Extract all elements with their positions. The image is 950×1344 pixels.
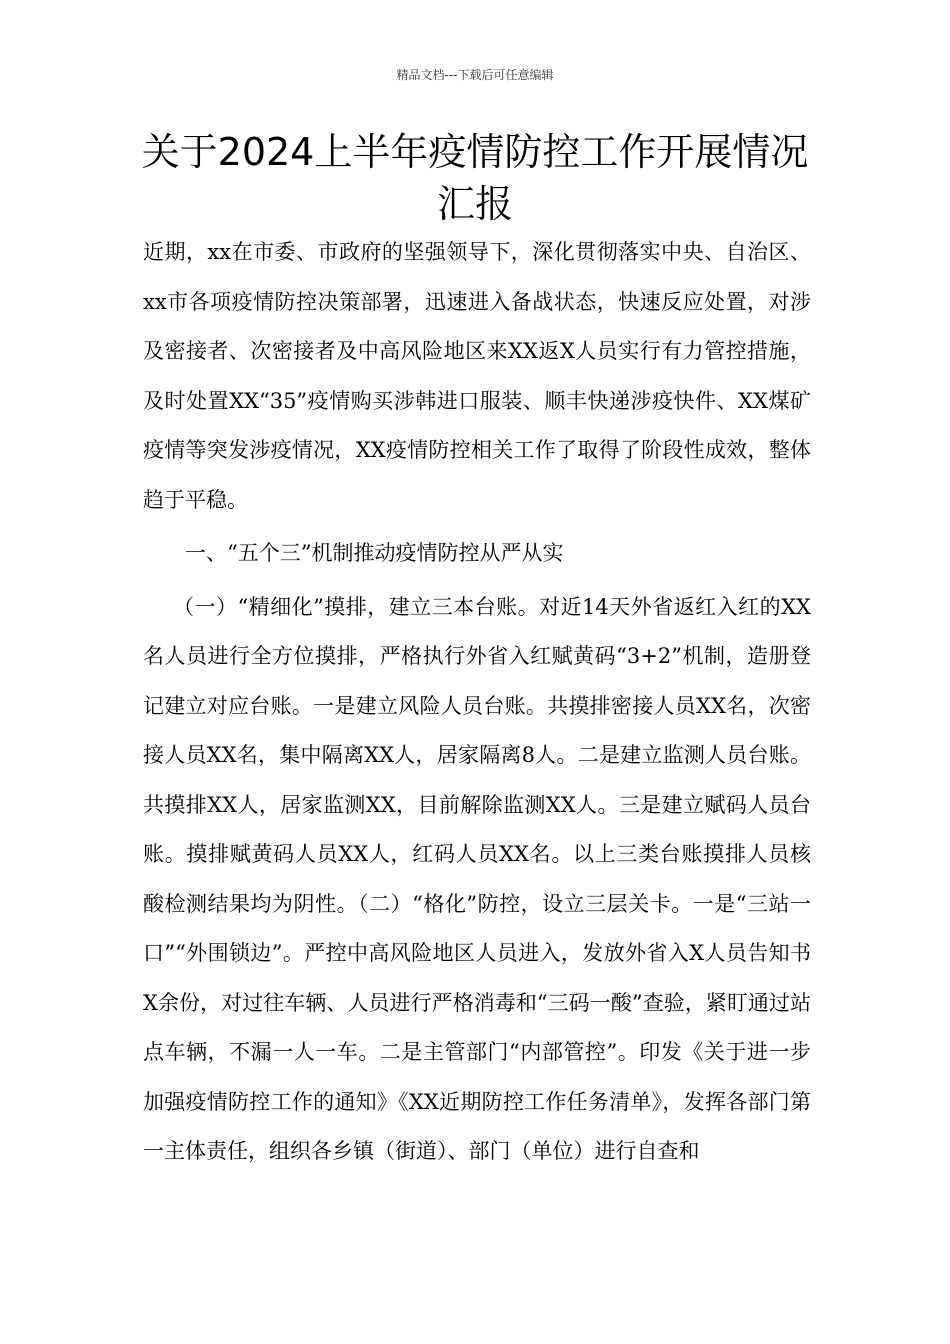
document-body	[143, 228, 811, 1177]
section-1-body: （一）“精细化”摸排，建立三本台账。对近14天外省返红入红的XX名人员进行全方位摸排，严格执行外省入红赋黄码“3+2”机制，造册登记建立对应台账。一是建立风险人员台账。共摸排密接人员XX名，次密接人员XX名，集中隔离XX人，居家隔离8人。二是建立监测人员台账。共摸排XX人，居家监测XX，目前解除监测XX人。三是建立赋码人员台账。摸排赋黄码人员XX人，红码人员XX名。以上三类台账摸排人员核酸检测结果均为阴性。（二）“格化”防控，设立三层关卡。一是“三站一口”“外围锁边”。严控中高风险地区人员进入，发放外省入X人员告知书X余份，对过往车辆、人员进行严格消毒和“三码一酸”查验，紧盯通过站点车辆，不漏一人一车。二是主管部门“内部管控”。印发《关于进一步加强疫情防控工作的通知》《XX近期防控工作任务清单》，发挥各部门第一主体责任，组织各乡镇（街道）、部门（单位）进行自查和	[143, 594, 811, 1163]
intro-paragraph: 近期，xx在市委、市政府的坚强领导下，深化贯彻落实中央、自治区、xx市各项疫情防控决策部署，迅速进入备战状态，快速反应处置，对涉及密接者、次密接者及中高风险地区来XX返X人员实行有力管控措施，及时处置XX“35”疫情购买涉韩进口服装、顺丰快递涉疫快件、XX煤矿疫情等突发涉疫情况，XX疫情防控相关工作了取得了阶段性成效，整体趋于平稳。	[143, 240, 811, 512]
section-heading-1: 一、“五个三”机制推动疫情防控从严从实	[185, 541, 564, 565]
document-title: 关于2024上半年疫情防控工作开展情况汇报	[141, 130, 809, 226]
header-note: 精品文档---下载后可任意编辑	[396, 68, 554, 82]
